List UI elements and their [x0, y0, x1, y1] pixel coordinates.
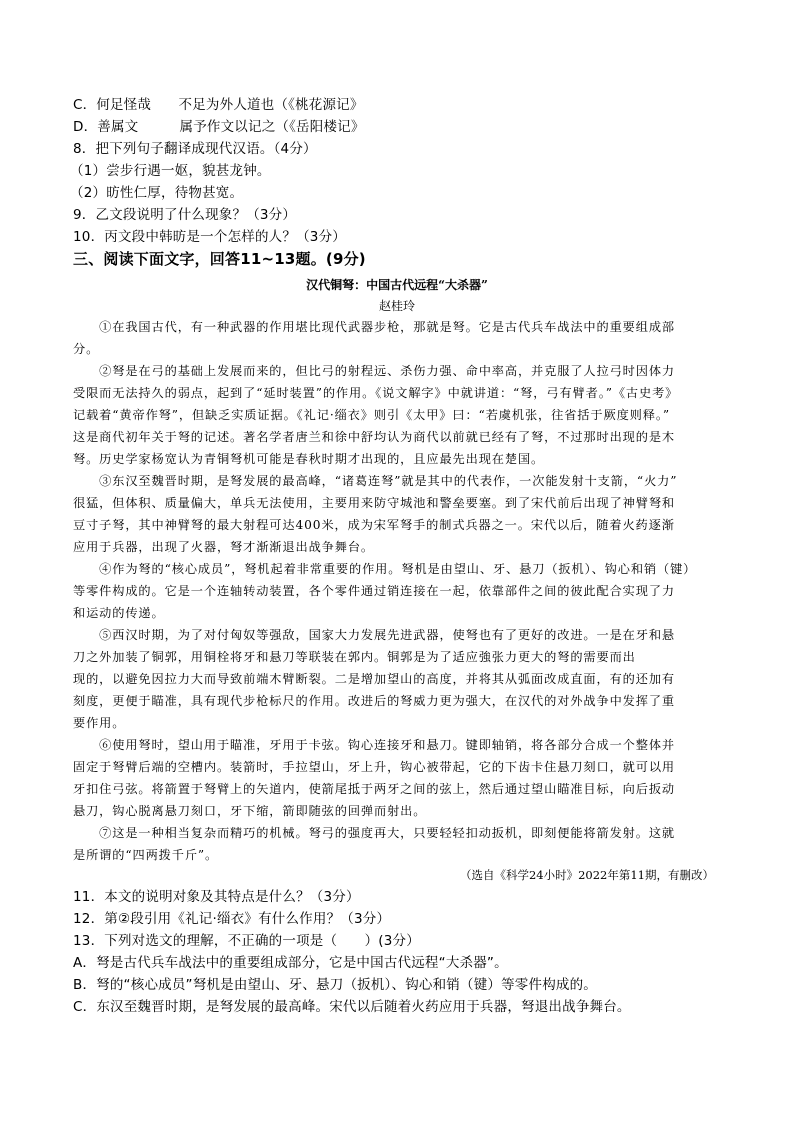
- article-title: 汉代铜弩：中国古代远程“大杀器”: [306, 278, 488, 292]
- question-13-option-b: B．弩的“核心成员”弩机是由望山、牙、悬刀（扳机）、钩心和销（键）等零件构成的。: [73, 977, 597, 993]
- article-line: 要作用。: [73, 716, 126, 730]
- section-3-heading: 三、阅读下面文字，回答11~13题。(9分): [73, 250, 366, 268]
- question-8-part-1: （1）尝步行遇一妪，貌甚龙钟。: [70, 163, 271, 179]
- article-line: 应用于兵器，出现了火器，弩才渐渐退出战争舞台。: [73, 540, 375, 554]
- option-c-line: C．何足怪哉 不足为外人道也（《桃花源记》: [73, 97, 364, 113]
- option-d-line: D．善属文 属予作文以记之（《岳阳楼记》: [73, 119, 365, 135]
- article-source: （选自《科学24小时》2022年第11期，有删改）: [459, 868, 714, 882]
- article-line: 现的，以避免因拉力大而导致前端木臂断裂。二是增加望山的高度，并将其从弧面改成直面，有的还加有: [73, 672, 676, 686]
- article-line: ②弩是在弓的基础上发展而来的，但比弓的射程远、杀伤力强、命中率高，并克服了人拉弓时因体力: [73, 364, 676, 378]
- article-author: 赵桂玲: [378, 299, 415, 313]
- question-8-part-2: （2）昉性仁厚，待物甚宽。: [70, 185, 244, 201]
- question-12: 12．第②段引用《礼记·缁衣》有什么作用？（3分）: [73, 911, 391, 927]
- question-11: 11．本文的说明对象及其特点是什么？（3分）: [73, 889, 360, 905]
- article-line: 固定于弩臂后端的空槽内。装箭时，手拉望山，牙上升，钩心被带起，它的下齿卡住悬刀刻口，就可以用: [73, 760, 676, 774]
- article-line: 受限而无法持久的弱点，起到了“延时装置”的作用。《说文解字》中就讲道：“弩，弓有臂者。”《古史考》: [73, 386, 679, 400]
- article-line: ③东汉至魏晋时期，是弩发展的最高峰，“诸葛连弩”就是其中的代表作，一次能发射十支箭，“火力”: [73, 474, 678, 488]
- article-line: 记载着“黄帝作弩”，但缺乏实质证据。《礼记·缁衣》则引《太甲》曰：“若虞机张，往省括于厥度则释。”: [73, 408, 670, 422]
- question-8: 8．把下列句子翻译成现代汉语。（4分）: [73, 141, 317, 157]
- question-9: 9．乙文段说明了什么现象？（3分）: [73, 207, 297, 223]
- article-line: 悬刀，钩心脱离悬刀刻口，牙下缩，箭即随弦的回弹而射出。: [73, 804, 427, 818]
- article-line: 是所谓的“四两拨千斤”。: [73, 848, 219, 862]
- article-line: 弩。历史学家杨宽认为青铜弩机可能是春秋时期才出现的，且应最先出现在楚国。: [73, 452, 545, 466]
- article-line: ⑦这是一种相当复杂而精巧的机械。弩弓的强度再大，只要轻轻扣动扳机，即刻便能将箭发射。这就: [73, 826, 676, 840]
- article-line: ①在我国古代，有一种武器的作用堪比现代武器步枪，那就是弩。它是古代兵车战法中的重要组成部: [73, 320, 676, 334]
- article-line: ④作为弩的“核心成员”，弩机起着非常重要的作用。弩机是由望山、牙、悬刀（扳机）、钩心和销（键）: [73, 562, 697, 576]
- article-line: 等零件构成的。它是一个连轴转动装置，各个零件通过销连接在一起，依靠部件之间的彼此配合实现了力: [73, 584, 676, 598]
- article-line: 和运动的传递。: [73, 606, 165, 620]
- article-line: 很猛，但体积、质量偏大，单兵无法使用，主要用来防守城池和警垒要塞。到了宋代前后出现了神臂弩和: [73, 496, 676, 510]
- question-13-option-c: C．东汉至魏晋时期，是弩发展的最高峰。宋代以后随着火药应用于兵器，弩退出战争舞台。: [73, 999, 631, 1015]
- article-line: ⑥使用弩时，望山用于瞄准，牙用于卡弦。钩心连接牙和悬刀。键即轴销，将各部分合成一个整体并: [73, 738, 676, 752]
- article-line: 刻度，更便于瞄准，具有现代步枪标尺的作用。改进后的弩威力更为强大，在汉代的对外战争中发挥了重: [73, 694, 676, 708]
- article-line: 牙扣住弓弦。将箭置于弩臂上的矢道内，使箭尾抵于两牙之间的弦上，然后通过望山瞄准目标，向后扳动: [73, 782, 676, 796]
- question-13: 13．下列对选文的理解，不正确的一项是（ ）(3分）: [73, 933, 420, 949]
- article-line: 分。: [73, 342, 100, 356]
- question-13-option-a: A．弩是古代兵车战法中的重要组成部分，它是中国古代远程“大杀器”。: [73, 955, 508, 971]
- article-line: 刀之外加装了铜郭，用铜栓将牙和悬刀等联装在郭内。铜郭是为了适应強张力更大的弩的需要而出: [73, 650, 636, 664]
- article-line: ⑤西汉时期，为了对付匈奴等强敌，国家大力发展先进武器，使弩也有了更好的改进。一是在牙和悬: [73, 628, 676, 642]
- article-line: 豆寸子弩，其中神臂弩的最大射程可达400米，成为宋军弩手的制式兵器之一。宋代以后，随着火药逐渐: [73, 518, 675, 532]
- article-line: 这是商代初年关于弩的记述。著名学者唐兰和徐中舒均认为商代以前就已经有了弩，不过那时出现的是木: [73, 430, 676, 444]
- question-10: 10．丙文段中韩昉是一个怎样的人？（3分）: [73, 229, 346, 245]
